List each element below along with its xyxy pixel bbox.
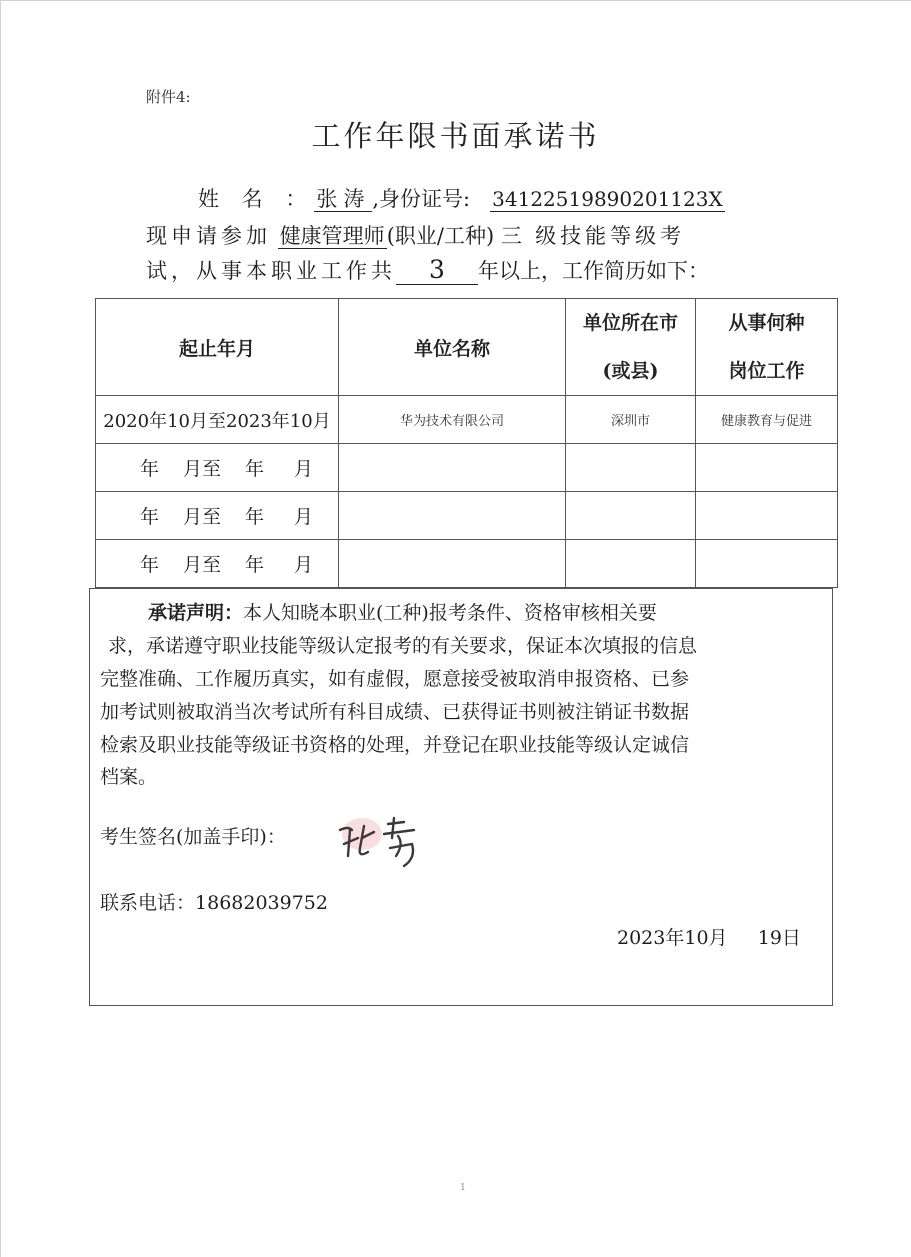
blank-company: [339, 444, 566, 492]
promise-line-6: 档案。: [100, 766, 158, 788]
blank-year-1: 年: [140, 458, 160, 480]
blank-position: [696, 444, 838, 492]
years-value: 3: [396, 255, 478, 285]
blank-month-2: 月: [294, 506, 314, 528]
header-city: [566, 299, 696, 396]
blank-year-2: 年: [245, 506, 265, 528]
document-title: 工作年限书面承诺书: [311, 119, 600, 153]
blank-year-2: 年: [245, 458, 265, 480]
id-number: 34122519890201123X: [492, 187, 723, 211]
blank-city: [566, 444, 696, 492]
header-city-line2: (或县): [602, 360, 659, 382]
blank-month-2: 月: [294, 554, 314, 576]
promise-text-1: 本人知晓本职业(工种)报考条件、资格审核相关要: [243, 602, 657, 624]
page-edge-left: [0, 0, 1, 1257]
blank-month-1: 月至: [183, 506, 222, 528]
table-row: [96, 444, 838, 492]
phone-line: [100, 888, 328, 915]
attachment-label: 附件4:: [146, 88, 191, 106]
table-row: [96, 540, 838, 588]
years-prefix: 试，从事本职业工作共: [146, 259, 396, 283]
phone-number: 18682039752: [195, 892, 328, 914]
promise-label: 承诺声明：: [148, 602, 244, 624]
date-month: 2023年10月: [617, 927, 728, 949]
row-company: 华为技术有限公司: [339, 396, 566, 444]
blank-company: [339, 540, 566, 588]
years-suffix: 年以上，工作简历如下：: [478, 259, 709, 283]
blank-month-2: 月: [294, 458, 314, 480]
signature-stroke-2: [384, 818, 414, 866]
header-position-line2: 岗位工作: [728, 360, 805, 382]
date-day: 19日: [757, 927, 801, 949]
blank-city: [566, 540, 696, 588]
row-position: 健康教育与促进: [696, 396, 838, 444]
promise-line-4: 加考试则被取消当次考试所有科目成绩、已获得证书则被注销证书数据: [100, 701, 690, 723]
header-city-line1: 单位所在市: [582, 312, 678, 334]
promise-line-3: 完整准确、工作履历真实，如有虚假，愿意接受被取消申报资格、已参: [100, 668, 690, 690]
level-text: 级技能等级考: [535, 224, 686, 248]
occupation-suffix: (职业/工种) 三: [386, 224, 522, 248]
header-position-line1: 从事何种: [728, 312, 805, 334]
sign-date: [617, 923, 801, 950]
blank-position: [696, 492, 838, 540]
blank-year-2: 年: [245, 554, 265, 576]
promise-line-2: 求，承诺遵守职业技能等级认定报考的有关要求，保证本次填报的信息: [108, 635, 698, 657]
blank-period: [96, 444, 339, 492]
signature-image: [334, 808, 434, 878]
promise-line-5: 检索及职业技能等级证书资格的处理，并登记在职业技能等级认定诚信: [100, 734, 690, 756]
row-city: 深圳市: [566, 396, 696, 444]
occupation-name: 健康管理师: [279, 224, 385, 248]
signature-label: 考生签名(加盖手印)：: [100, 826, 286, 848]
blank-year-1: 年: [140, 554, 160, 576]
application-line-2: [146, 255, 709, 285]
application-line-1: [146, 220, 685, 250]
applicant-line: [198, 183, 725, 213]
blank-company: [339, 492, 566, 540]
blank-month-1: 月至: [183, 554, 222, 576]
phone-label: 联系电话：: [100, 892, 196, 914]
blank-city: [566, 492, 696, 540]
blank-month-1: 月至: [183, 458, 222, 480]
name-label: 姓 名 ：: [198, 187, 315, 211]
table-row: [96, 492, 838, 540]
page-edge-top: [0, 0, 911, 1]
page-number: 1: [460, 1183, 466, 1193]
applicant-name: 张涛: [316, 187, 371, 211]
apply-prefix: 现申请参加: [146, 224, 271, 248]
work-history-table: [95, 298, 838, 588]
blank-year-1: 年: [140, 506, 160, 528]
table-row: [96, 396, 838, 444]
row-period: 2020年10月至2023年10月: [96, 396, 339, 444]
header-company: 单位名称: [339, 299, 566, 396]
header-period: 起止年月: [96, 299, 339, 396]
table-header-row: [96, 299, 838, 396]
blank-period: [96, 540, 339, 588]
blank-position: [696, 540, 838, 588]
id-label: ,身份证号:: [372, 187, 471, 211]
blank-period: [96, 492, 339, 540]
promise-line-1: [148, 598, 657, 625]
header-position: [696, 299, 838, 396]
